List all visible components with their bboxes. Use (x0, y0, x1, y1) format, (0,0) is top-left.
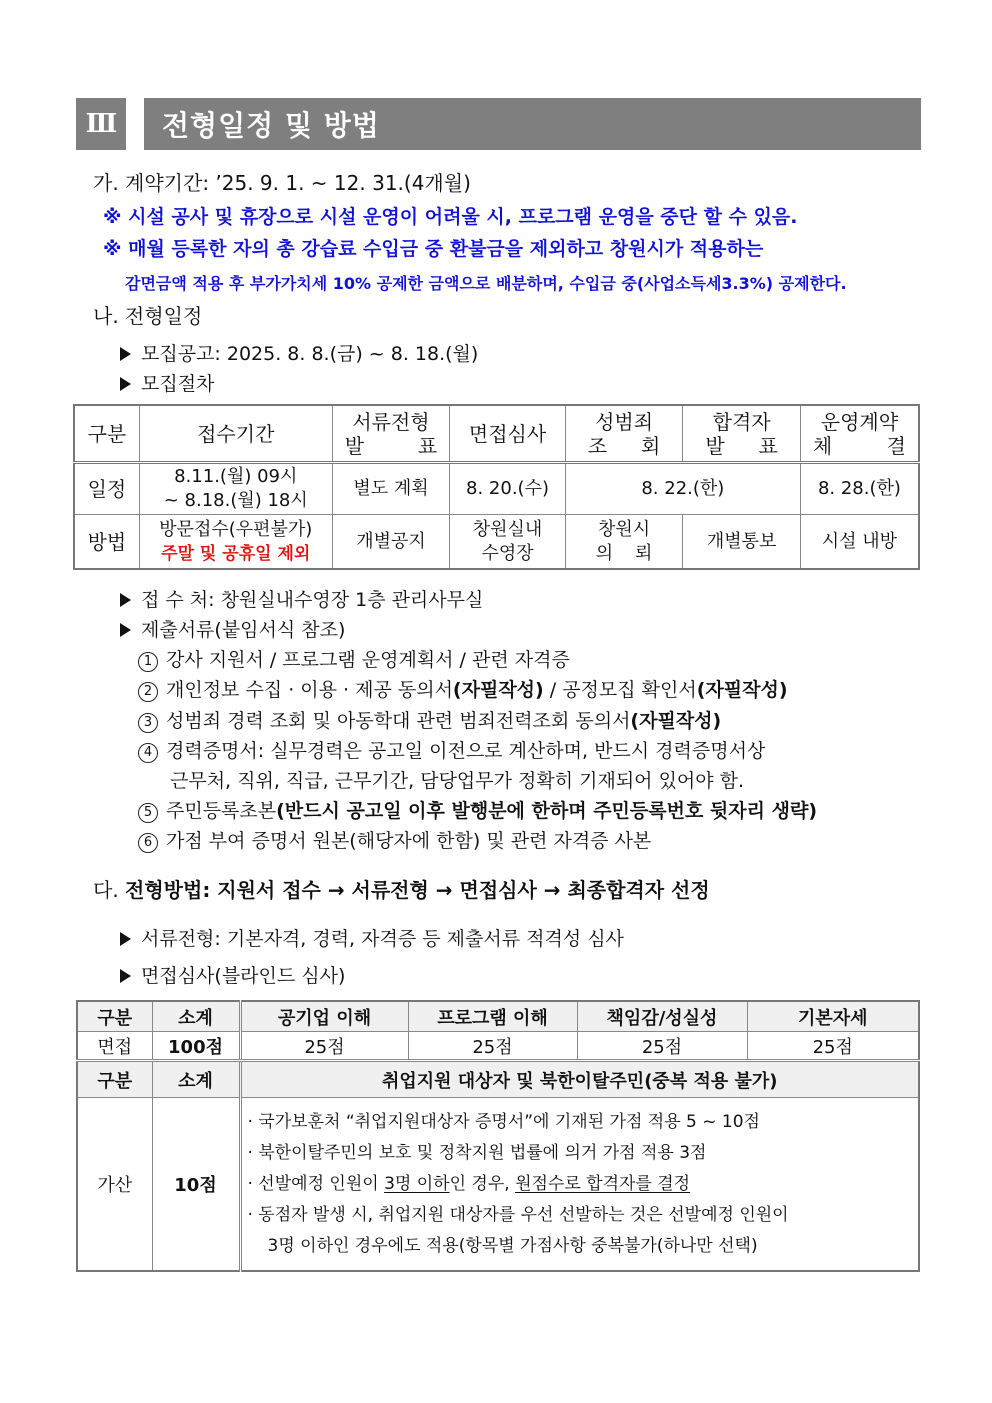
document-item-5: 5 주민등록초본(반드시 공고일 이후 발행분에 한하며 주민등록번호 뒷자리 생략) (138, 799, 817, 823)
header-interview: 면접심사 (450, 405, 566, 463)
scoring-header-1: 구분 소계 공기업 이해 프로그램 이해 책임감/성실성 기본자세 (77, 1001, 919, 1032)
header-doc-result: 서류전형 발 표 (332, 405, 450, 463)
bonus-item-3: · 선발예정 인원이 3명 이하인 경우, 원점수로 합격자를 결정 (247, 1173, 691, 1194)
method-heading: 다. 전형방법: 지원서 접수 → 서류전형 → 면접심사 → 최종합격자 선정 (93, 878, 710, 902)
procedure-line (120, 372, 214, 396)
section-title: 전형일정 및 방법 (144, 98, 921, 150)
document-item-4: 4 경력증명서: 실무경력은 공고일 이전으로 계산하며, 반드시 경력증명서상 (138, 739, 765, 763)
document-item-3: 3 성범죄 경력 조회 및 아동학대 관련 범죄전력조회 동의서(자필작성) (138, 709, 721, 733)
schedule-table (73, 404, 920, 570)
announce-line (120, 342, 478, 366)
contract-note-1: ※ 시설 공사 및 휴장으로 시설 운영이 어려울 시, 프로그램 운영을 중단 할 수 있음. (103, 206, 798, 228)
bonus-item-4: · 동점자 발생 시, 취업지원 대상자를 우선 선발하는 것은 선발예정 인원이 (247, 1204, 789, 1225)
scoring-table (76, 1000, 920, 1272)
document-item-4-cont: 근무처, 직위, 직급, 근무기간, 담당업무가 정확히 기재되어 있어야 함. (170, 770, 745, 792)
triangle-bullet-icon (120, 593, 131, 607)
procedure-text: 모집절차 (141, 373, 215, 395)
header-period: 접수기간 (139, 405, 332, 463)
interview-line: 면접심사(블라인드 심사) (120, 964, 345, 988)
header-contract: 운영계약 체 결 (800, 405, 919, 463)
scoring-row-bonus: 가산 10점 · 국가보훈처 “취업지원대상자 증명서”에 기재된 가점 적용 5 ~ 10점 · 북한이탈주민의 보호 및 정착지원 법률에 의거 가점 적용 3점 · 선발예정 인원이 3명 이하인 경우, 원점수로 합격자를 결정 · 동점자 발생 시, 취업지원 대상자를 우선 선발하는 것은 선발예정 인원이 3명 이하인 경우에도 적용(항목별 가점사항 중복불가(하나만 선택) (77, 1098, 919, 1272)
contract-period: 가. 계약기간: ’25. 9. 1. ~ 12. 31.(4개월) (93, 171, 471, 195)
document-item-2: 2 개인정보 수집 · 이용 · 제공 동의서(자필작성) / 공정모집 확인서(자필작성) (138, 678, 788, 702)
doc-screening-line: 서류전형: 기본자격, 경력, 자격증 등 제출서류 적격성 심사 (120, 927, 624, 951)
bonus-item-4-cont: 3명 이하인 경우에도 적용(항목별 가점사항 중복불가(하나만 선택) (267, 1235, 758, 1256)
header-category: 구분 (74, 405, 139, 463)
bonus-item-1: · 국가보훈처 “취업지원대상자 증명서”에 기재된 가점 적용 5 ~ 10점 (247, 1111, 760, 1132)
contract-note-2-line1: ※ 매월 등록한 자의 총 강습료 수입금 중 환불금을 제외하고 창원시가 적용하는 (103, 238, 764, 260)
scoring-header-2: 구분 소계 취업지원 대상자 및 북한이탈주민(중복 적용 불가) (77, 1061, 919, 1098)
schedule-table-header (74, 405, 919, 463)
scoring-row-interview: 면접 100점 25점 25점 25점 25점 (77, 1032, 919, 1061)
triangle-bullet-icon (120, 932, 131, 946)
bonus-item-2: · 북한이탈주민의 보호 및 정착지원 법률에 의거 가점 적용 3점 (247, 1142, 707, 1163)
triangle-bullet-icon (120, 623, 131, 637)
announce-text: 모집공고: 2025. 8. 8.(금) ~ 8. 18.(월) (141, 343, 479, 365)
triangle-bullet-icon (120, 347, 131, 361)
triangle-bullet-icon (120, 377, 131, 391)
schedule-heading: 나. 전형일정 (93, 304, 203, 328)
bonus-criteria-list (240, 1098, 919, 1272)
section-number: Ⅲ (76, 98, 126, 150)
table-row-schedule: 일정 8.11.(월) 09시 ~ 8.18.(월) 18시 별도 계획 8. 20.(수) 8. 22.(한) 8. 28.(한) (74, 463, 919, 515)
document-item-1: 1 강사 지원서 / 프로그램 운영계획서 / 관련 자격증 (138, 648, 570, 672)
reception-line: 접 수 처: 창원실내수영장 1층 관리사무실 (120, 588, 483, 612)
header-crime-check: 성범죄 조 회 (565, 405, 683, 463)
documents-heading: 제출서류(붙임서식 참조) (120, 618, 345, 642)
triangle-bullet-icon (120, 969, 131, 983)
contract-note-2-line2: 감면금액 적용 후 부가가치세 10% 공제한 금액으로 배분하며, 수입금 중(사업소득세3.3%) 공제한다. (125, 274, 847, 293)
header-pass-result: 합격자 발 표 (683, 405, 801, 463)
document-item-6: 6 가점 부여 증명서 원본(해당자에 한함) 및 관련 자격증 사본 (138, 829, 651, 853)
weekend-exclusion-note: 주말 및 공휴일 제외 (161, 543, 311, 564)
table-row-method: 방법 방문접수(우편불가) 주말 및 공휴일 제외 개별공지 창원실내 수영장 창원시 의 뢰 개별통보 시설 내방 (74, 515, 919, 570)
